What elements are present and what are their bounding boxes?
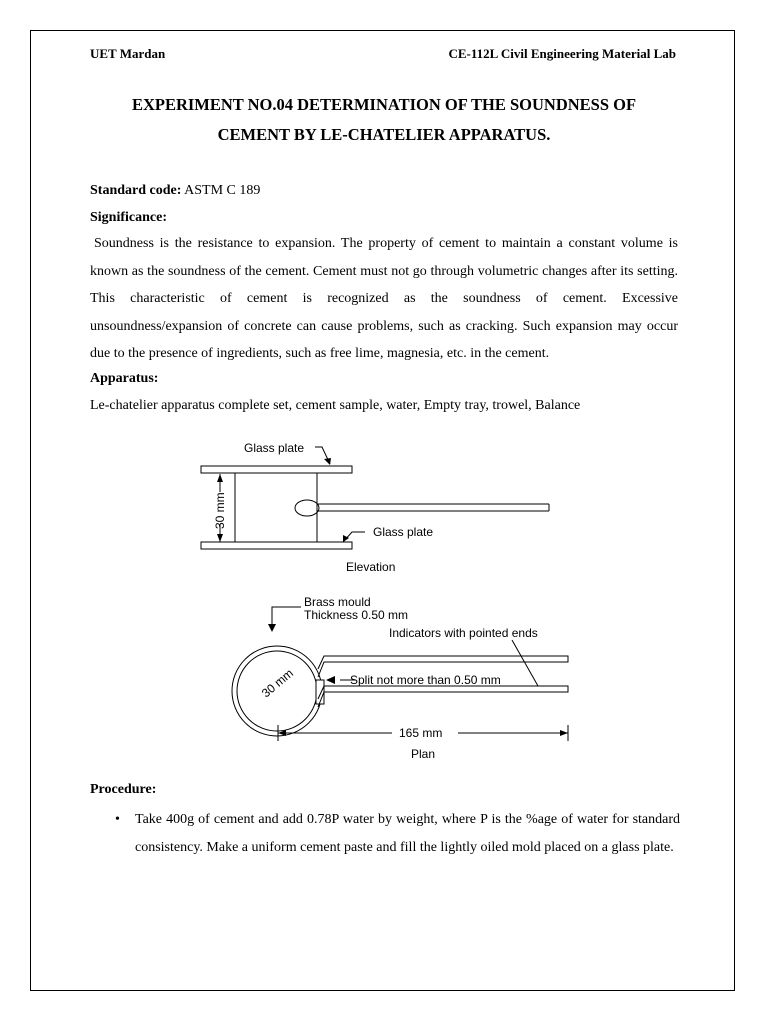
header-course: CE-112L Civil Engineering Material Lab [448, 46, 676, 61]
label-elevation: Elevation [346, 560, 396, 574]
apparatus-text: Le-chatelier apparatus complete set, cement sample, water, Empty tray, trowel, Balance [90, 398, 581, 413]
indicator-leader [512, 640, 538, 686]
top-glass-plate [201, 466, 352, 473]
brass-mould-leader [272, 607, 301, 631]
label-brass-mould: Brass mould [304, 595, 371, 609]
procedure-step: • Take 400g of cement and add 0.78P water by weight, where P is the %age of water for standard consistency. Make a uniform cement paste and fill the lightly oiled mold placed on a glass plate. [90, 806, 680, 862]
standard-code [90, 183, 260, 199]
label-plan: Plan [411, 747, 436, 761]
procedure-list [90, 806, 680, 862]
indicator-joint [295, 500, 319, 516]
standard-code-value: ASTM C 189 [181, 183, 261, 198]
indicator-arm-bottom [318, 686, 568, 707]
label-height-30mm: 30 mm [213, 492, 227, 529]
header-institution: UET Mardan [90, 46, 166, 61]
significance-heading: Significance: [90, 210, 167, 225]
apparatus-heading: Apparatus: [90, 371, 159, 386]
label-glass-plate-bottom: Glass plate [373, 525, 434, 539]
le-chatelier-diagram [190, 436, 590, 766]
label-indicators: Indicators with pointed ends [389, 626, 538, 640]
standard-code-label: Standard code: [90, 183, 182, 198]
title-line-2: CEMENT BY LE-CHATELIER APPARATUS. [217, 125, 551, 144]
significance-text: Soundness is the resistance to expansion. The property of cement to maintain a constant volume is known as the soundness of the cement. Cement must not go through volumetric changes after its setting. This characteristic of cement is recognized as the soundness of cement. Excessive unsoundness/expansion of concrete can cause problems, such as cracking. Such expansion may occur due to the presence of ingredients, such as free lime, magnesia, etc. in the cement. [90, 236, 678, 361]
label-diameter-30mm: 30 mm [258, 665, 297, 701]
bottom-glass-plate [201, 542, 352, 549]
label-glass-plate-top: Glass plate [244, 441, 305, 455]
mould-split-gap [316, 680, 324, 704]
label-thickness: Thickness 0.50 mm [304, 608, 409, 622]
label-length-165mm: 165 mm [399, 726, 443, 740]
title-line-1: EXPERIMENT NO.04 DETERMINATION OF THE SOUNDNESS OF [131, 95, 637, 114]
procedure-heading: Procedure: [90, 782, 157, 797]
label-split: Split not more than 0.50 mm [350, 673, 501, 687]
